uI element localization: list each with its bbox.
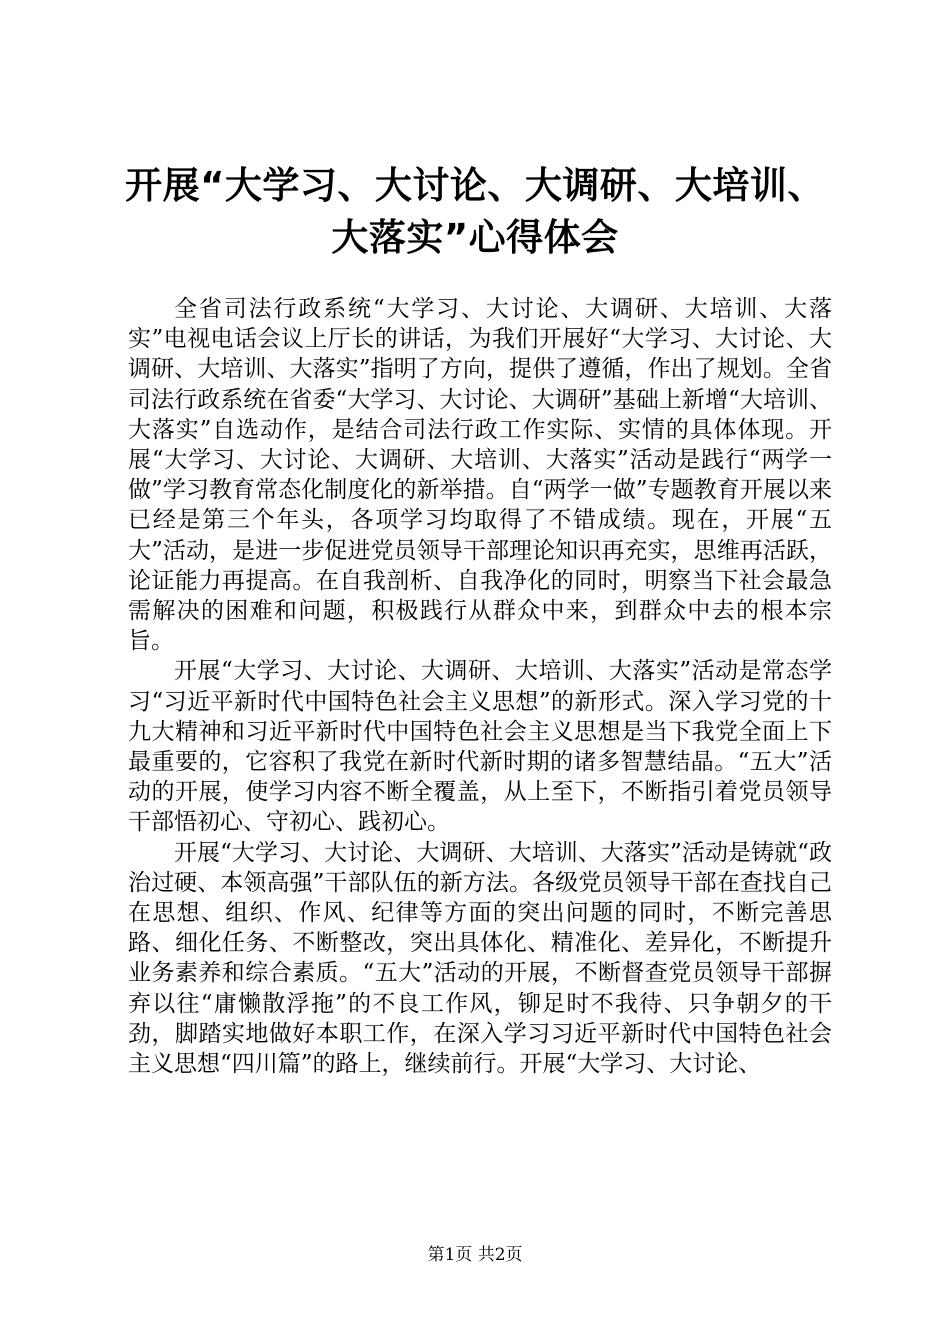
paragraph-1: 全省司法行政系统“大学习、大讨论、大调研、大培训、大落实”电视电话会议上厅长的讲话，为我们开展好“大学习、大讨论、大调研、大培训、大落实”指明了方向，提供了遵循，作出了规划。全省司法行政系统在省委“大学习、大讨论、大调研”基础上新增“大培训、大落实”自选动作，是结合司法行政工作实际、实情的具体体现。开展“大学习、大讨论、大调研、大培训、大落实”活动是践行“两学一做”学习教育常态化制度化的新举措。自“两学一做”专题教育开展以来已经是第三个年头，各项学习均取得了不错成绩。现在，开展“五大”活动，是进一步促进党员领导干部理论知识再充实，思维再活跃，论证能力再提高。在自我剖析、自我净化的同时，明察当下社会最急需解决的困难和问题，积极践行从群众中来，到群众中去的根本宗旨。 [128,296,832,655]
paragraph-3: 开展“大学习、大讨论、大调研、大培训、大落实”活动是铸就“政治过硬、本领高强”干部队伍的新方法。各级党员领导干部在查找自己在思想、组织、作风、纪律等方面的突出问题的同时，不断完善思路、细化任务、不断整改，突出具体化、精准化、差异化，不断提升业务素养和综合素质。“五大”活动的开展，不断督查党员领导干部摒弃以往“庸懒散浮拖”的不良工作风，铆足时不我待、只争朝夕的干劲，脚踏实地做好本职工作，在深入学习习近平新时代中国特色社会主义思想“四川篇”的路上，继续前行。开展“大学习、大讨论、 [128,839,832,1078]
document-body [128,294,832,1079]
document-title: 开展“大学习、大讨论、大调研、大培训、大落实”心得体会 [125,164,825,259]
paragraph-2: 开展“大学习、大讨论、大调研、大培训、大落实”活动是常态学习“习近平新时代中国特色社会主义思想”的新形式。深入学习党的十九大精神和习近平新时代中国特色社会主义思想是当下我党全面上下最重要的，它容积了我党在新时代新时期的诸多智慧结晶。“五大”活动的开展，使学习内容不断全覆盖，从上至下，不断指引着党员领导干部悟初心、守初心、践初心。 [128,658,832,836]
page-number-footer: 第1页 共2页 [427,1245,523,1265]
